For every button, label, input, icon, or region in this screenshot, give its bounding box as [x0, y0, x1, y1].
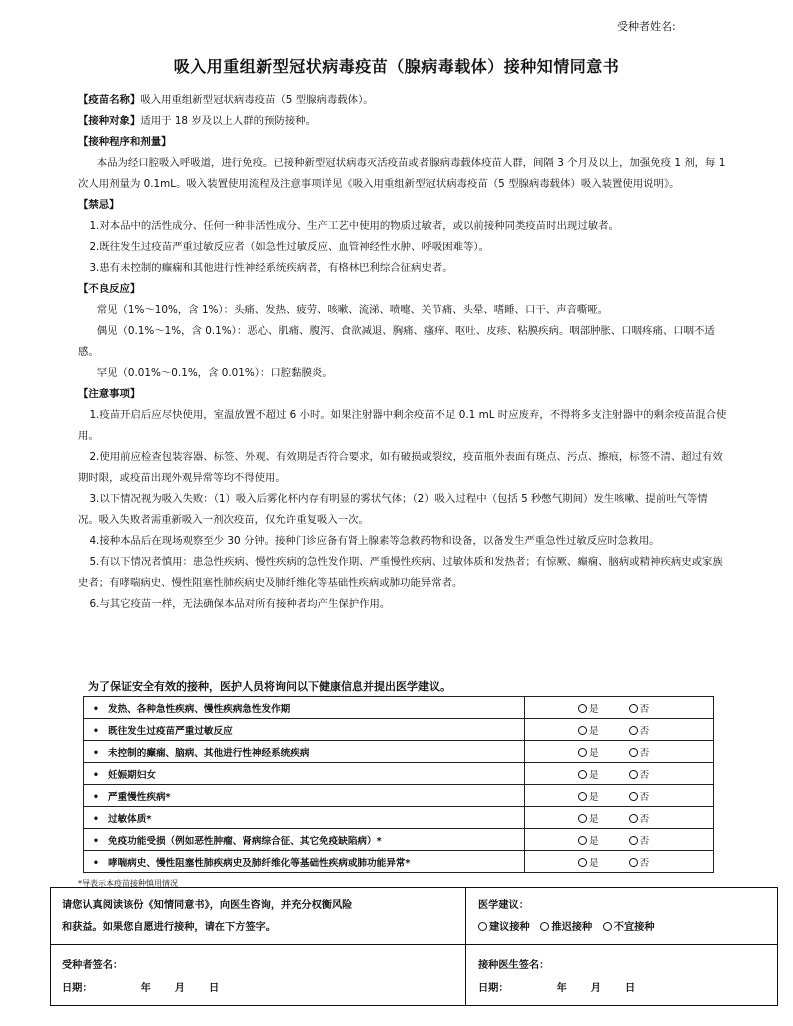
health-question-row — [84, 785, 714, 807]
radio-icon — [629, 814, 638, 823]
medical-advice-label: 医学建议： — [478, 900, 529, 911]
answer-yes[interactable]: 是 — [578, 814, 599, 825]
health-question — [84, 851, 525, 873]
adverse-item: 常见（1%～10%，含 1%）：头痛、发热、疲劳、咳嗽、流涕、喷嚏、关节痛、头晕、嗜睡、口干、声音嘶哑。 — [96, 304, 609, 316]
health-question-row — [84, 719, 714, 741]
health-question-row — [84, 741, 714, 763]
health-answer — [525, 697, 714, 719]
radio-icon — [578, 858, 587, 867]
doctor-sign-label[interactable]: 接种医生签名： — [478, 960, 550, 971]
health-intro: 为了保证安全有效的接种，医护人员将询问以下健康信息并提出医学建议。 — [88, 680, 451, 693]
consent-divider-vertical — [465, 887, 466, 1005]
contraindication-item: 3.患有未控制的癫痫和其他进行性神经系统疾病者，有格林巴利综合征病史者。 — [89, 262, 453, 274]
radio-icon — [578, 836, 587, 845]
health-question — [84, 763, 525, 785]
recipient-sign-label[interactable]: 受种者签名： — [62, 960, 124, 971]
recipient-name-label: 受种者姓名: — [617, 20, 676, 33]
precaution-item: 2.使用前应检查包装容器、标签、外观、有效期是否符合要求，如有破损或裂纹，疫苗瓶外表面有斑点、污点、擦痕，标签不清、超过有效期时限，或疫苗出现外观异常等均不得使用。 — [78, 451, 723, 484]
radio-icon — [603, 922, 612, 931]
radio-icon — [629, 748, 638, 757]
consent-text-line: 和获益。如果您自愿进行接种，请在下方签字。 — [62, 922, 276, 933]
precaution-item: 4.接种本品后在现场观察至少 30 分钟。接种门诊应备有肾上腺素等急救药物和设备，以备发生严重急性过敏反应时急救用。 — [89, 535, 660, 547]
health-question — [84, 697, 525, 719]
answer-yes[interactable]: 是 — [578, 858, 599, 869]
answer-yes[interactable]: 是 — [578, 770, 599, 781]
answer-yes[interactable]: 是 — [578, 792, 599, 803]
health-question-row — [84, 697, 714, 719]
health-answer — [525, 851, 714, 873]
target-text: 适用于 18 岁及以上人群的预防接种。 — [140, 115, 317, 127]
health-question — [84, 807, 525, 829]
vaccine-name-label: 【疫苗名称】 — [78, 94, 141, 106]
contraindication-item: 2.既往发生过疫苗严重过敏反应者（如急性过敏反应、血管神经性水肿、呼吸困难等）。 — [89, 241, 489, 253]
vaccine-name-line — [78, 90, 728, 111]
medical-advice — [478, 895, 655, 939]
answer-no[interactable]: 否 — [629, 748, 650, 759]
target-label: 【接种对象】 — [78, 115, 141, 127]
health-question-text: 严重慢性疾病* — [108, 791, 171, 803]
adverse-item: 偶见（0.1%～1%，含 0.1%）：恶心、肌痛、腹泻、食欲减退、胸痛、瘙痒、呕吐、皮疹、粘膜疾病。咽部肿胀、口咽疼痛、口咽不适感。 — [78, 325, 715, 358]
doctor-signature — [478, 955, 635, 1000]
radio-icon — [629, 726, 638, 735]
footnote: *导表示本疫苗接种慎用情况 — [78, 879, 178, 888]
advice-option-recommend[interactable]: 建议接种 — [478, 922, 530, 933]
bullet-icon: • — [92, 835, 100, 847]
target-line — [78, 111, 728, 132]
bullet-icon: • — [92, 857, 100, 869]
answer-no[interactable]: 否 — [629, 770, 650, 781]
health-question-row — [84, 763, 714, 785]
consent-text — [62, 895, 352, 939]
health-question-row — [84, 807, 714, 829]
answer-no[interactable]: 否 — [629, 726, 650, 737]
recipient-date-line[interactable]: 日期： 年 月 日 — [62, 983, 220, 994]
medical-advice-options — [478, 917, 655, 939]
bullet-icon: • — [92, 769, 100, 781]
health-question — [84, 785, 525, 807]
answer-no[interactable]: 否 — [629, 814, 650, 825]
health-question — [84, 719, 525, 741]
bullet-icon: • — [92, 725, 100, 737]
health-question-text: 发热、各种急性疾病、慢性疾病急性发作期 — [108, 703, 291, 715]
health-question-text: 既往发生过疫苗严重过敏反应 — [108, 725, 233, 737]
radio-icon — [629, 858, 638, 867]
vaccine-name-text: 吸入用重组新型冠状病毒疫苗（5 型腺病毒载体）。 — [140, 94, 374, 106]
health-questionnaire — [83, 696, 714, 873]
radio-icon — [578, 814, 587, 823]
radio-icon — [629, 836, 638, 845]
radio-icon — [578, 748, 587, 757]
precautions-label: 【注意事项】 — [78, 388, 141, 400]
health-question-row — [84, 851, 714, 873]
health-question-text: 未控制的癫痫、脑病、其他进行性神经系统疾病 — [108, 747, 310, 759]
contraindications-label: 【禁忌】 — [78, 199, 120, 211]
adverse-label: 【不良反应】 — [78, 283, 141, 295]
answer-yes[interactable]: 是 — [578, 726, 599, 737]
health-answer — [525, 719, 714, 741]
advice-option-postpone[interactable]: 推迟接种 — [540, 922, 592, 933]
precaution-item: 6.与其它疫苗一样，无法确保本品对所有接种者均产生保护作用。 — [89, 598, 391, 610]
consent-text-line: 请您认真阅读该份《知情同意书》，向医生咨询，并充分权衡风险 — [62, 900, 353, 911]
bullet-icon: • — [92, 813, 100, 825]
answer-yes[interactable]: 是 — [578, 704, 599, 715]
radio-icon — [578, 792, 587, 801]
bullet-icon: • — [92, 791, 100, 803]
radio-icon — [578, 770, 587, 779]
radio-icon — [629, 792, 638, 801]
advice-option-not-advised[interactable]: 不宜接种 — [603, 922, 655, 933]
recipient-signature — [62, 955, 219, 1000]
bullet-icon: • — [92, 747, 100, 759]
radio-icon — [629, 704, 638, 713]
answer-no[interactable]: 否 — [629, 858, 650, 869]
answer-no[interactable]: 否 — [629, 836, 650, 847]
health-answer — [525, 741, 714, 763]
precaution-item: 1.疫苗开启后应尽快使用，室温放置不超过 6 小时。如果注射器中剩余疫苗不足 0.1 mL 时应废弃，不得将多支注射器中的剩余疫苗混合使用。 — [78, 409, 727, 442]
health-question-text: 哮喘病史、慢性阻塞性肺疾病史及肺纤维化等基础性疾病或肺功能异常* — [108, 857, 411, 869]
adverse-item: 罕见（0.01%～0.1%，含 0.01%）：口腔黏膜炎。 — [96, 367, 333, 379]
health-question-row — [84, 829, 714, 851]
answer-no[interactable]: 否 — [629, 792, 650, 803]
answer-yes[interactable]: 是 — [578, 748, 599, 759]
doctor-date-line[interactable]: 日期： 年 月 日 — [478, 983, 636, 994]
contraindication-item: 1.对本品中的活性成分、任何一种非活性成分、生产工艺中使用的物质过敏者，或以前接种同类疫苗时出现过敏者。 — [89, 220, 619, 232]
radio-icon — [629, 770, 638, 779]
answer-no[interactable]: 否 — [629, 704, 650, 715]
precaution-item: 5.有以下情况者慎用：患急性疾病、慢性疾病的急性发作期、严重慢性疾病、过敏体质和发热者；有惊厥、癫痫、脑病或精神疾病史或家族史者；有哮喘病史、慢性阻塞性肺疾病史及肺纤维化等基础性疾病或肺功能异常者。 — [78, 556, 723, 589]
health-answer — [525, 785, 714, 807]
precaution-item: 3.以下情况视为吸入失败：（1）吸入后雾化杯内存有明显的雾状气体；（2）吸入过程中（包括 5 秒憋气期间）发生咳嗽、提前吐气等情况。吸入失败者需重新吸入一剂次疫苗，仅允许重复吸入一次。 — [78, 493, 708, 526]
radio-icon — [540, 922, 549, 931]
health-question — [84, 741, 525, 763]
page-title: 吸入用重组新型冠状病毒疫苗（腺病毒载体）接种知情同意书 — [173, 57, 620, 76]
radio-icon — [578, 704, 587, 713]
document-body — [78, 90, 728, 615]
health-answer — [525, 763, 714, 785]
health-answer — [525, 829, 714, 851]
health-question-text: 妊娠期妇女 — [108, 769, 156, 781]
health-question — [84, 829, 525, 851]
bullet-icon: • — [92, 703, 100, 715]
radio-icon — [478, 922, 487, 931]
health-question-text: 过敏体质* — [108, 813, 152, 825]
answer-yes[interactable]: 是 — [578, 836, 599, 847]
health-question-text: 免疫功能受损（例如恶性肿瘤、肾病综合征、其它免疫缺陷病）* — [108, 835, 382, 847]
consent-divider-horizontal — [50, 944, 778, 945]
procedure-label: 【接种程序和剂量】 — [78, 136, 172, 148]
health-answer — [525, 807, 714, 829]
procedure-text: 本品为经口腔吸入呼吸道，进行免疫。已接种新型冠状病毒灭活疫苗或者腺病毒载体疫苗人群，间隔 3 个月及以上，加强免疫 1 剂，每 1 次人用剂量为 0.1mL。吸入装置使用流程及注意事项详见《吸入用重组新型冠状病毒疫苗（5 型腺病毒载体）吸入装置使用说明》。 — [78, 157, 726, 190]
radio-icon — [578, 726, 587, 735]
